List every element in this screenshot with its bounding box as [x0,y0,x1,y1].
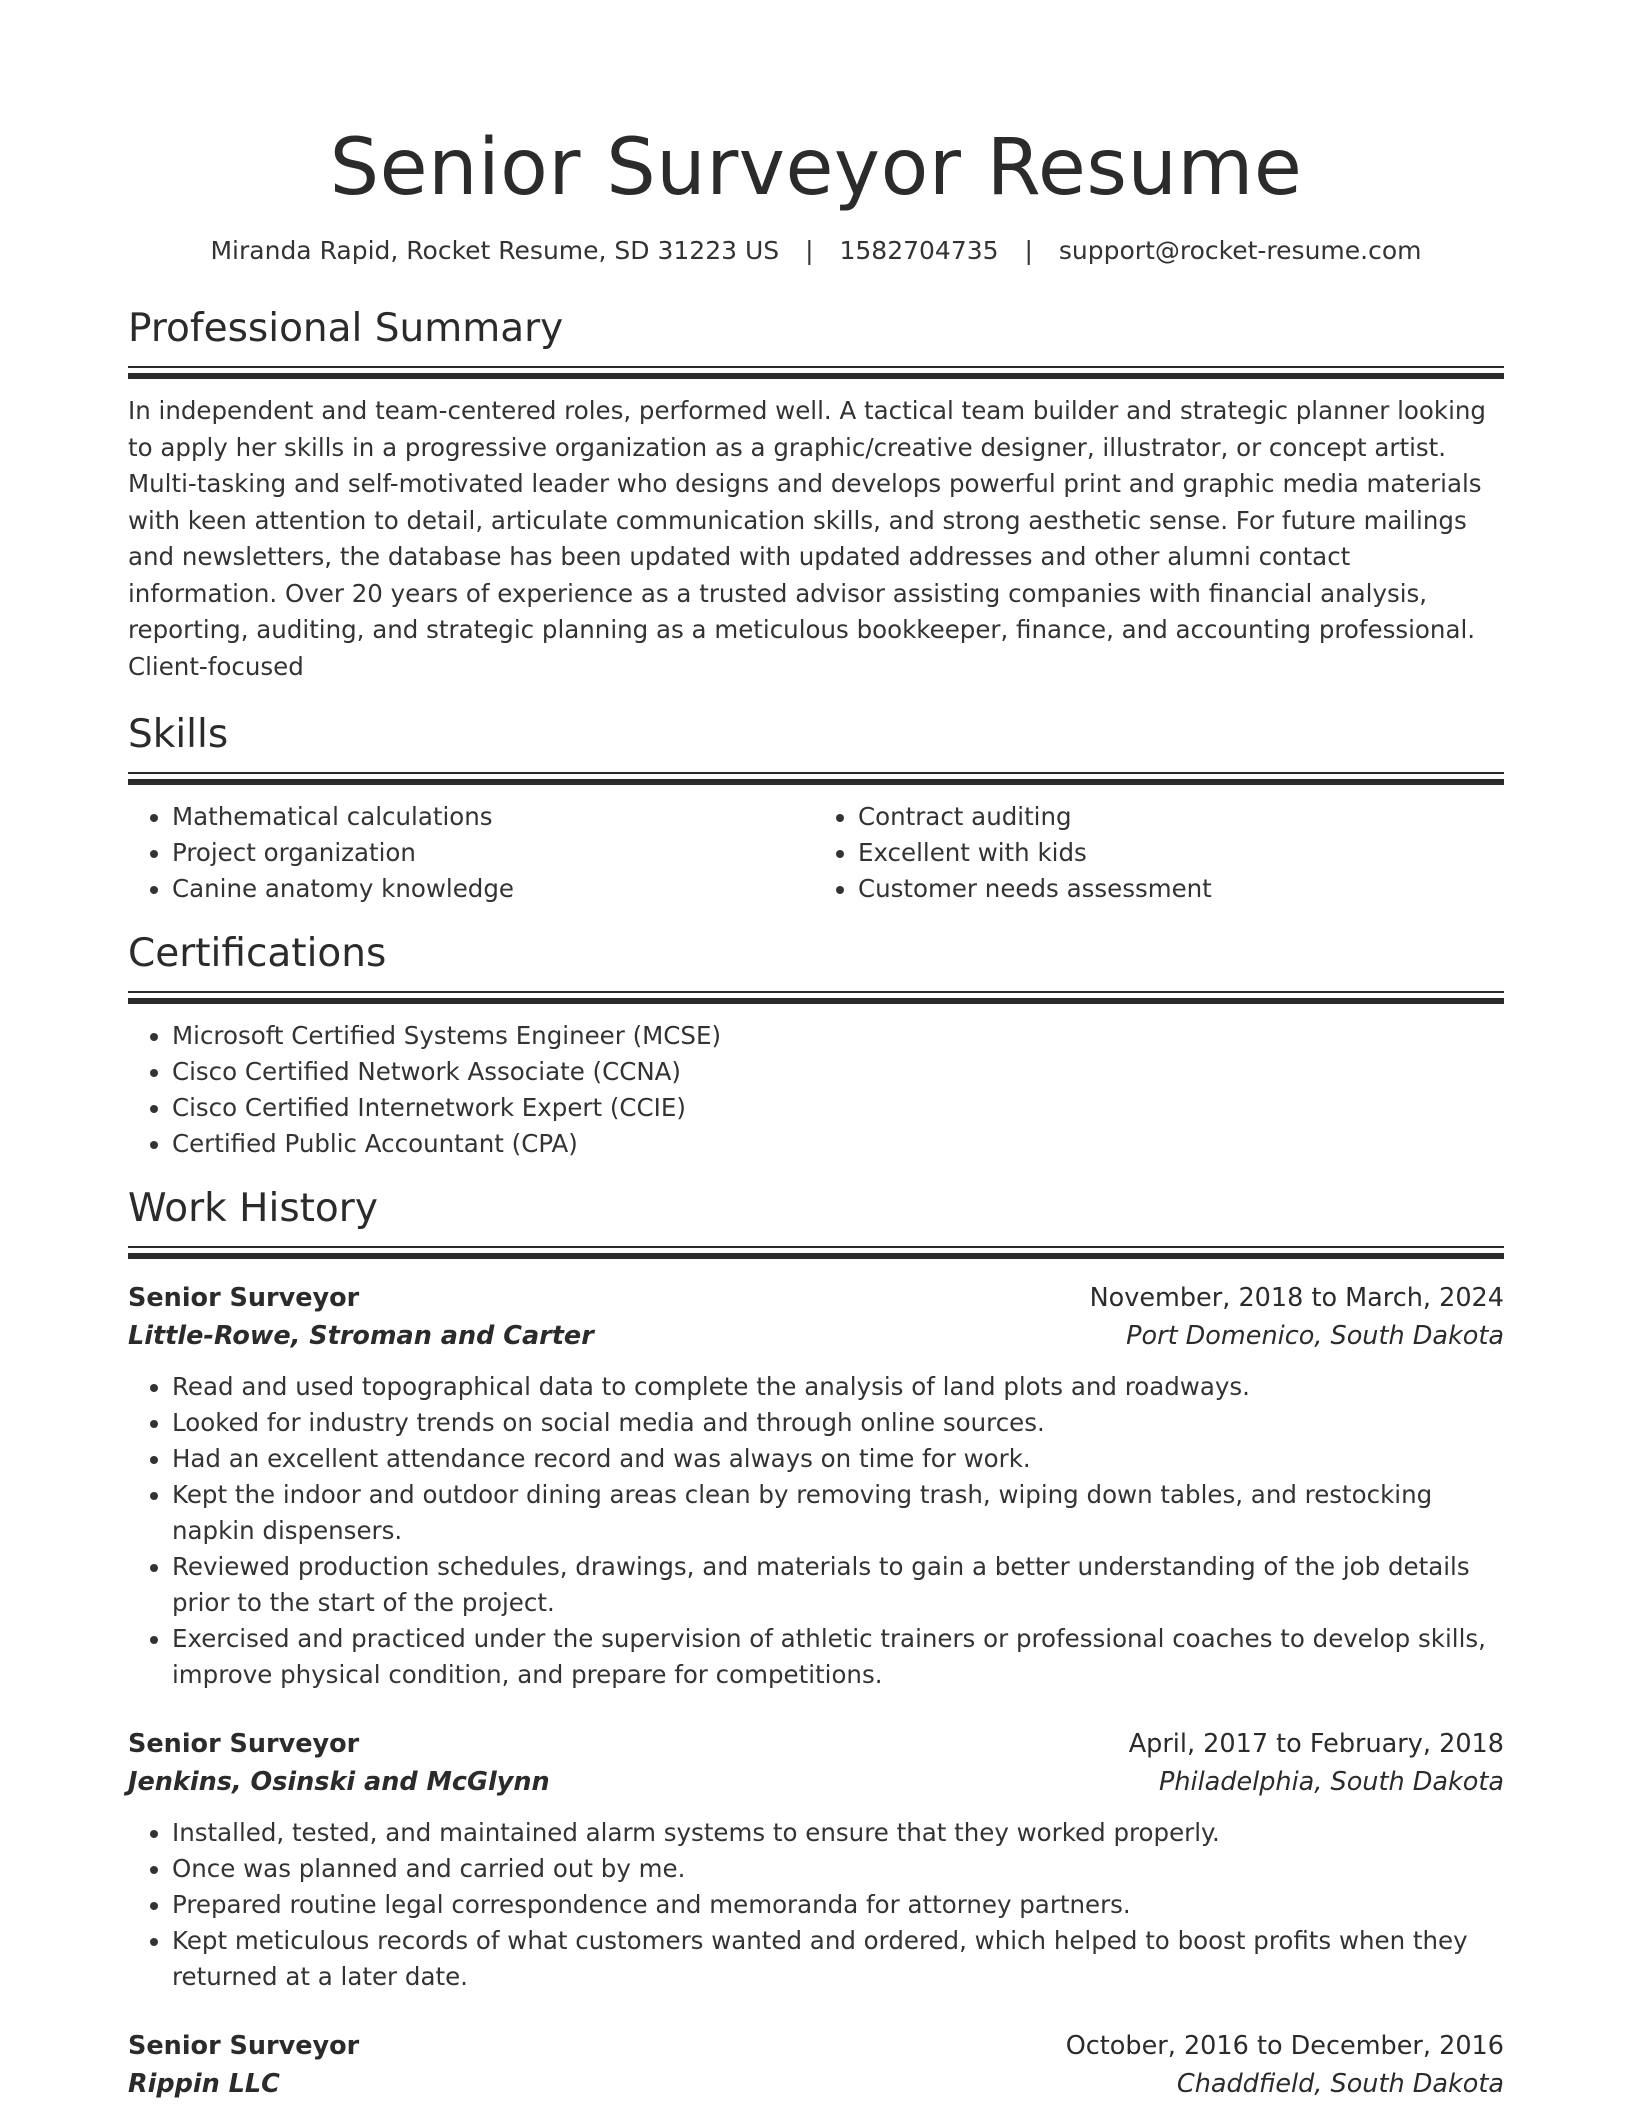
job-entry [128,2027,1504,2103]
certification-item: • Cisco Certified Internetwork Expert (CCIE) [172,1090,1504,1126]
job-header-row [128,1725,1504,1763]
contact-line [128,234,1504,268]
job-duty: • Once was planned and carried out by me. [172,1851,1504,1887]
skills-section [128,710,1504,907]
job-duty: • Prepared routine legal correspondence and memoranda for attorney partners. [172,1887,1504,1923]
job-location: Port Domenico, South Dakota [1126,1320,1504,1351]
section-divider [128,991,1504,993]
job-duty: • Read and used topographical data to complete the analysis of land plots and roadways. [172,1369,1504,1405]
section-heading: Work History [128,1185,378,1231]
skills-column-right [814,799,1502,907]
job-company-row [128,1763,1504,1801]
skill-item: • Contract auditing [858,799,1502,835]
contact-phone: 1582704735 [839,236,999,265]
skill-item: • Mathematical calculations [172,799,816,835]
job-duties-list [128,1815,1504,1995]
contact-separator: | [805,236,814,265]
job-header-row [128,2027,1504,2065]
job-title: Senior Surveyor [128,1282,360,1313]
section-heading: Skills [128,711,229,757]
section-divider [128,1246,1504,1248]
job-duty: • Reviewed production schedules, drawings, and materials to gain a better understanding of the job details prior to the start of the project. [172,1549,1504,1621]
section-divider [128,772,1504,774]
job-duty: • Looked for industry trends on social media and through online sources. [172,1405,1504,1441]
job-company: Little-Rowe, Stroman and Carter [128,1320,594,1351]
summary-text: In independent and team-centered roles, performed well. A tactical team builder and strategic planner looking to apply her skills in a progressive organization as a graphic/creative designer, illustrator, or concept artist. Multi-tasking and self-motivated leader who designs and develops powerful print and graphic media materials with keen attention to detail, articulate communication skills, and strong aesthetic sense. For future mailings and newsletters, the database has been updated with updated addresses and other alumni contact information. Over 20 years of experience as a trusted advisor assisting companies with financial analysis, reporting, auditing, and strategic planning as a meticulous bookkeeper, finance, and accounting professional. Client-focused [128,396,1486,681]
job-dates: April, 2017 to February, 2018 [1128,1728,1504,1759]
job-duty: • Kept meticulous records of what customers wanted and ordered, which helped to boost profits when they returned at a later date. [172,1923,1504,1995]
skill-item: • Project organization [172,835,816,871]
job-duty: • Had an excellent attendance record and was always on time for work. [172,1441,1504,1477]
section-divider [128,998,1504,1004]
page-title: Senior Surveyor Resume [329,123,1303,213]
job-dates: November, 2018 to March, 2024 [1089,1282,1504,1313]
skills-column-left [128,799,816,907]
section-divider [128,1253,1504,1259]
summary-section [128,304,1504,685]
skill-item: • Canine anatomy knowledge [172,871,816,907]
job-company-row [128,2065,1504,2103]
certifications-list [128,1018,1504,1162]
contact-email: support@rocket-resume.com [1058,236,1422,265]
section-divider [128,373,1504,379]
job-location: Chaddfield, South Dakota [1176,2068,1504,2099]
certification-item: • Cisco Certified Network Associate (CCNA) [172,1054,1504,1090]
job-duties-list [128,1369,1504,1693]
skill-item: • Customer needs assessment [858,871,1502,907]
section-heading: Certifications [128,930,387,976]
skills-grid [128,799,1504,907]
work-history-section [128,1184,1504,2103]
skill-item: • Excellent with kids [858,835,1502,871]
contact-address: Miranda Rapid, Rocket Resume, SD 31223 US [210,236,780,265]
job-duty: • Exercised and practiced under the supervision of athletic trainers or professional coaches to develop skills, improve physical condition, and prepare for competitions. [172,1621,1504,1693]
certification-item: • Microsoft Certified Systems Engineer (MCSE) [172,1018,1504,1054]
job-dates: October, 2016 to December, 2016 [1065,2030,1504,2061]
job-duty: • Kept the indoor and outdoor dining areas clean by removing trash, wiping down tables, and restocking napkin dispensers. [172,1477,1504,1549]
job-duty: • Installed, tested, and maintained alarm systems to ensure that they worked properly. [172,1815,1504,1851]
section-divider [128,779,1504,785]
job-location: Philadelphia, South Dakota [1158,1766,1504,1797]
job-company: Jenkins, Osinski and McGlynn [128,1766,550,1797]
contact-separator: | [1024,236,1033,265]
job-title: Senior Surveyor [128,1728,360,1759]
job-entry [128,1725,1504,1995]
certifications-section [128,929,1504,1162]
certification-item: • Certified Public Accountant (CPA) [172,1126,1504,1162]
job-company: Rippin LLC [128,2068,280,2099]
job-company-row [128,1317,1504,1355]
section-divider [128,366,1504,368]
job-entry [128,1279,1504,1693]
job-header-row [128,1279,1504,1317]
section-heading: Professional Summary [128,306,564,351]
job-title: Senior Surveyor [128,2030,360,2061]
